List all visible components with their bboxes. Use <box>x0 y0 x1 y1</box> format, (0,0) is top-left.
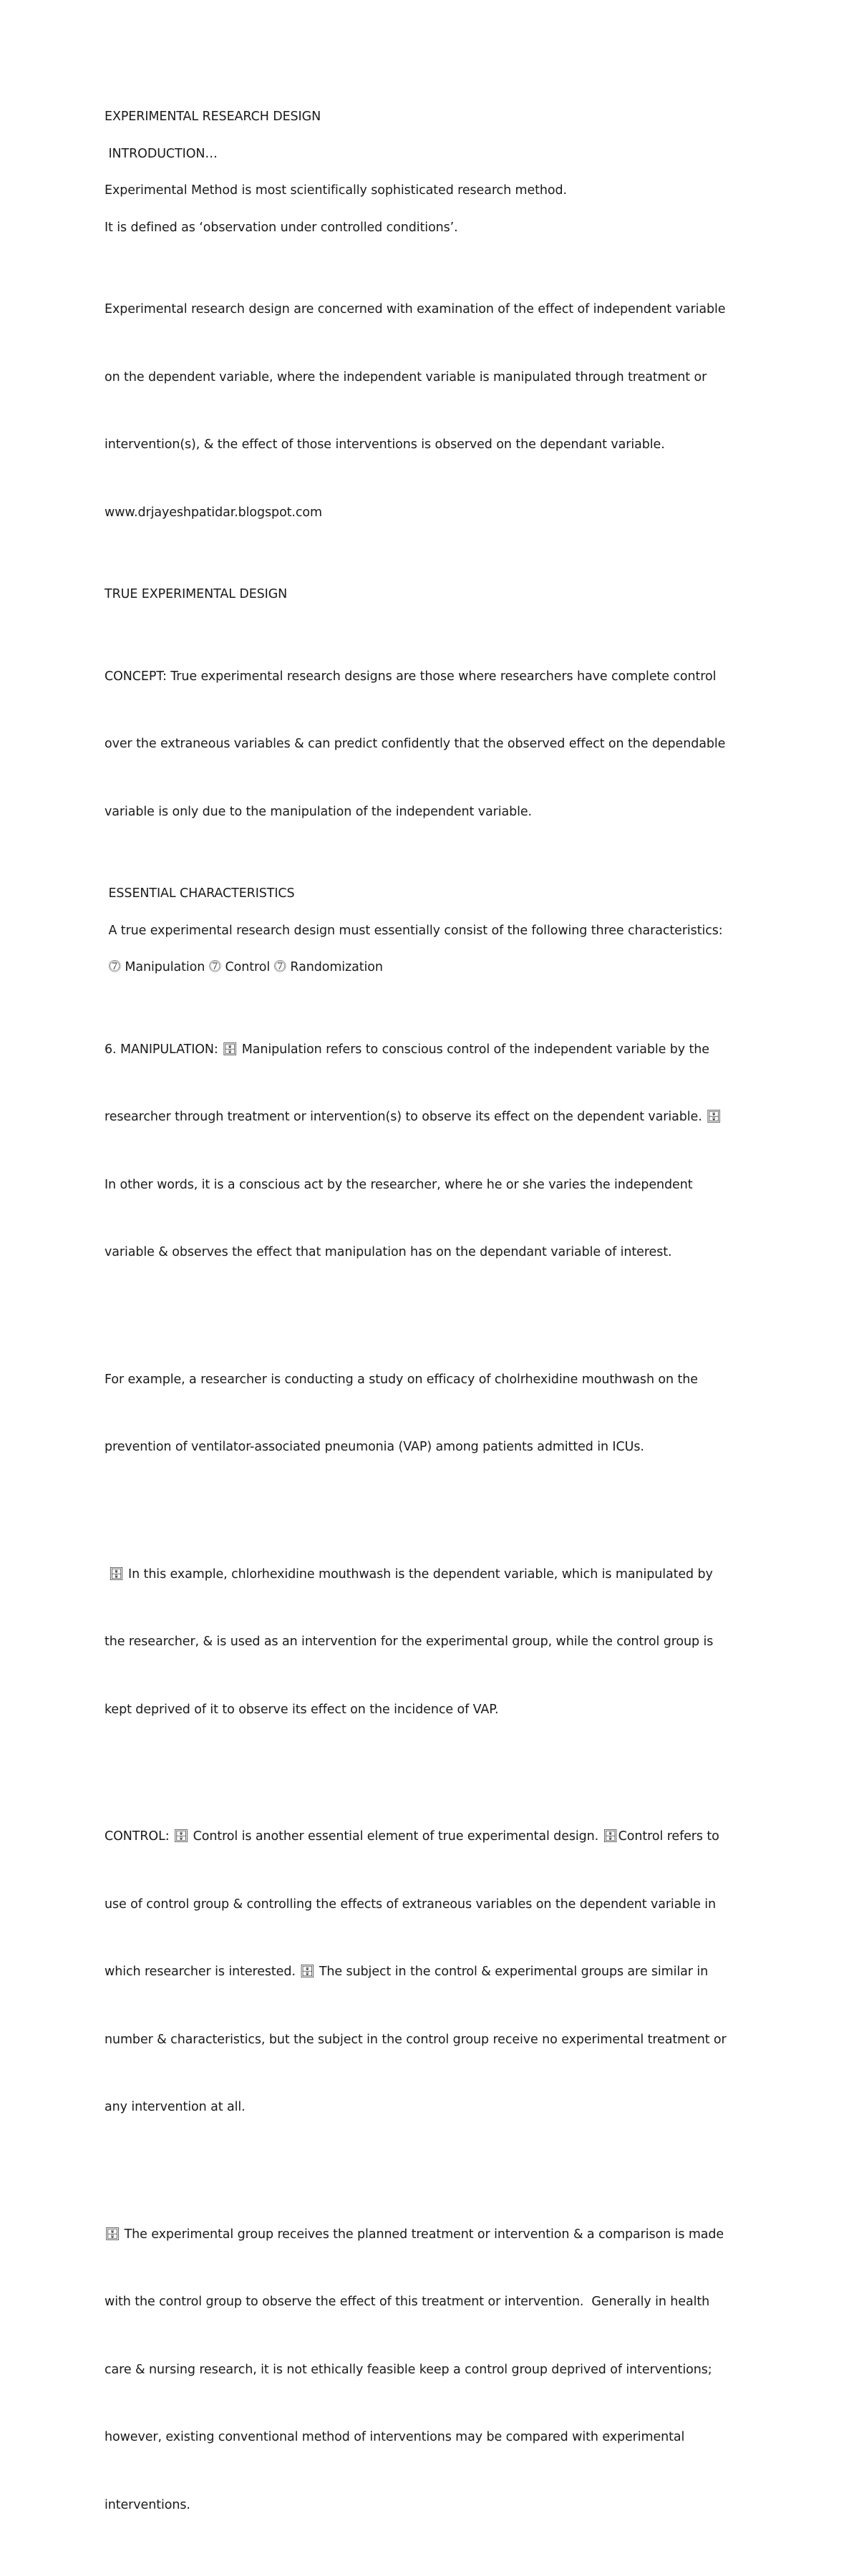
document-title: EXPERIMENTAL RESEARCH DESIGN <box>105 110 321 124</box>
example-explanation-line: the researcher, & is used as an intervention for the experimental group, while the control group is <box>105 1635 714 1649</box>
control-paragraph <box>105 1781 763 2164</box>
example-line: prevention of ventilator-associated pneumonia (VAP) among patients admitted in ICUs. <box>105 1440 644 1454</box>
paragraph-1: Experimental Method is most scientifically sophisticated research method. <box>105 183 567 198</box>
control-line: any intervention at all. <box>105 2100 246 2114</box>
true-experimental-heading: TRUE EXPERIMENTAL DESIGN <box>105 587 288 601</box>
manipulation-line: researcher through treatment or intervention(s) to observe its effect on the dependent variable. 🗄 <box>105 1110 722 1124</box>
experimental-group-line: with the control group to observe the effect of this treatment or intervention. Generally in health <box>105 2295 710 2309</box>
paragraph-3-line: intervention(s), & the effect of those interventions is observed on the dependant variable. <box>105 437 665 452</box>
manipulation-line: In other words, it is a conscious act by the researcher, where he or she varies the independent <box>105 1177 693 1192</box>
manipulation-line: 6. MANIPULATION: 🗄 Manipulation refers to conscious control of the independent variable by the <box>105 1042 709 1057</box>
paragraph-3 <box>105 253 763 569</box>
example-paragraph <box>105 1324 763 1504</box>
paragraph-3-line: Experimental research design are concerned with examination of the effect of independent variable <box>105 302 726 316</box>
characteristics-list: ⓻ Manipulation ⓻ Control ⓻ Randomization <box>105 960 383 974</box>
example-line: For example, a researcher is conducting a study on efficacy of cholrhexidine mouthwash on the <box>105 1372 698 1387</box>
example-explanation-line: 🗄 In this example, chlorhexidine mouthwash is the dependent variable, which is manipulated by <box>105 1567 713 1582</box>
concept-line: CONCEPT: True experimental research designs are those where researchers have complete control <box>105 669 717 684</box>
control-line: number & characteristics, but the subject in the control group receive no experimental treatment or <box>105 2032 727 2047</box>
example-explanation-paragraph <box>105 1519 763 1767</box>
control-line: which researcher is interested. 🗄 The subject in the control & experimental groups are similar in <box>105 1965 709 1979</box>
concept-paragraph <box>105 621 763 869</box>
control-line: use of control group & controlling the effects of extraneous variables on the dependent variable in <box>105 1897 716 1912</box>
experimental-group-line: 🗄 The experimental group receives the planned treatment or intervention & a comparison is made <box>105 2227 724 2242</box>
example-explanation-line: kept deprived of it to observe its effect on the incidence of VAP. <box>105 1702 499 1717</box>
essential-characteristics-text: A true experimental research design must essentially consist of the following three characteristics: <box>105 923 723 938</box>
experimental-group-line: interventions. <box>105 2497 190 2512</box>
paragraph-3-line: on the dependent variable, where the independent variable is manipulated through treatment or <box>105 369 707 384</box>
concept-line: over the extraneous variables & can predict confidently that the observed effect on the dependable <box>105 737 726 751</box>
experimental-group-line: care & nursing research, it is not ethically feasible keep a control group deprived of interventions; <box>105 2362 712 2377</box>
control-line: CONTROL: 🗄 Control is another essential element of true experimental design. 🗄Control refers to <box>105 1829 719 1844</box>
manipulation-line: variable & observes the effect that manipulation has on the dependant variable of interest. <box>105 1245 672 1259</box>
experimental-group-line: however, existing conventional method of interventions may be compared with experimental <box>105 2430 685 2444</box>
blog-link: www.drjayeshpatidar.blogspot.com <box>105 505 322 520</box>
introduction-heading: INTRODUCTION… <box>105 146 218 161</box>
concept-line: variable is only due to the manipulation of the independent variable. <box>105 804 532 819</box>
experimental-group-paragraph <box>105 2179 763 2562</box>
essential-characteristics-heading: ESSENTIAL CHARACTERISTICS <box>105 886 295 901</box>
manipulation-paragraph <box>105 994 763 1309</box>
document-page <box>105 106 763 2576</box>
paragraph-2: It is defined as ‘observation under controlled conditions’. <box>105 220 458 235</box>
